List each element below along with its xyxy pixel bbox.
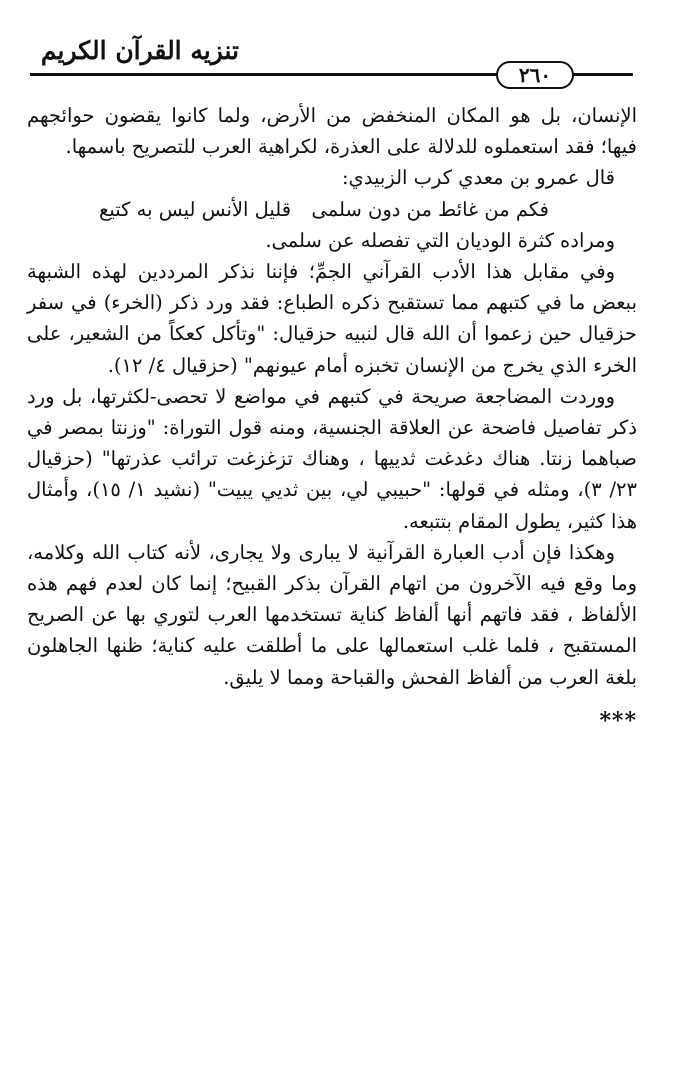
paragraph-1: الإنسان، بل هو المكان المنخفض من الأرض، ولما كانوا يقضون حوائجهم فيها؛ فقد استعملوه للدلالة على العذرة، لكراهية العرب للتصريح باسمها. bbox=[27, 104, 637, 159]
paragraph-4: وفي مقابل هذا الأدب القرآني الجمِّ؛ فإننا نذكر المرددين لهذه الشبهة ببعض ما في كتبهم مما تستقبح ذكره الطباع: فقد ورد ذكر (الخرء) في سفر حزقيال حين زعموا أن الله قال لنبيه حزقيال: "وتأكل كعكاً من الشعير، على الخرء الذي يخرج من الإنسان تخبزه أمام عيونهم" (حزقيال ٤/ ١٢). bbox=[27, 260, 637, 377]
poetry-verse bbox=[27, 194, 637, 225]
paragraph-5: ووردت المضاجعة صريحة في كتبهم في مواضع لا تحصى-لكثرتها، بل ورد ذكر تفاصيل فاضحة عن العلاقة الجنسية، ومنه قول التوراة: "وزنتا بمصر في صباهما زنتا. هناك دغدغت ثدييها ، وهناك تزغزغت ترائب عذرتها" (حزقيال ٢٣/ ٣)، ومثله في قولها: "حبيبي لي، بين ثديي يبيت" (نشيد ١/ ١٥)، وأمثال هذا كثير، يطول المقام بتتبعه. bbox=[27, 384, 637, 533]
verse-first-hemistich: فكم من غائط من دون سلمى bbox=[311, 197, 549, 221]
body-text bbox=[27, 100, 637, 735]
paragraph-6: وهكذا فإن أدب العبارة القرآنية لا يبارى ولا يجارى، لأنه كتاب الله وكلامه، وما وقع فيه الآخرون من اتهام القرآن بذكر القبيح؛ إنما كان لعدم فهم هذه الألفاظ ، فقد فاتهم أنها ألفاظ كناية تستخدمها العرب لتوري بها عن الصريح المستقبح ، فلما غلب استعمالها على ما أطلقت عليه كناية؛ ظنها الجاهلون بلغة العرب من ألفاظ الفحش والقباحة ومما لا يليق. bbox=[27, 540, 637, 689]
page-number: ٢٦٠ bbox=[496, 61, 574, 89]
paragraph-2: قال عمرو بن معدي كرب الزبيدي: bbox=[341, 166, 615, 190]
verse-second-hemistich: قليل الأنس ليس به كتيع bbox=[99, 197, 292, 221]
paragraph-3: ومراده كثرة الوديان التي تفصله عن سلمى. bbox=[265, 228, 615, 252]
section-separator: *** bbox=[599, 707, 637, 734]
running-header-title: تنزيه القرآن الكريم bbox=[40, 36, 239, 65]
